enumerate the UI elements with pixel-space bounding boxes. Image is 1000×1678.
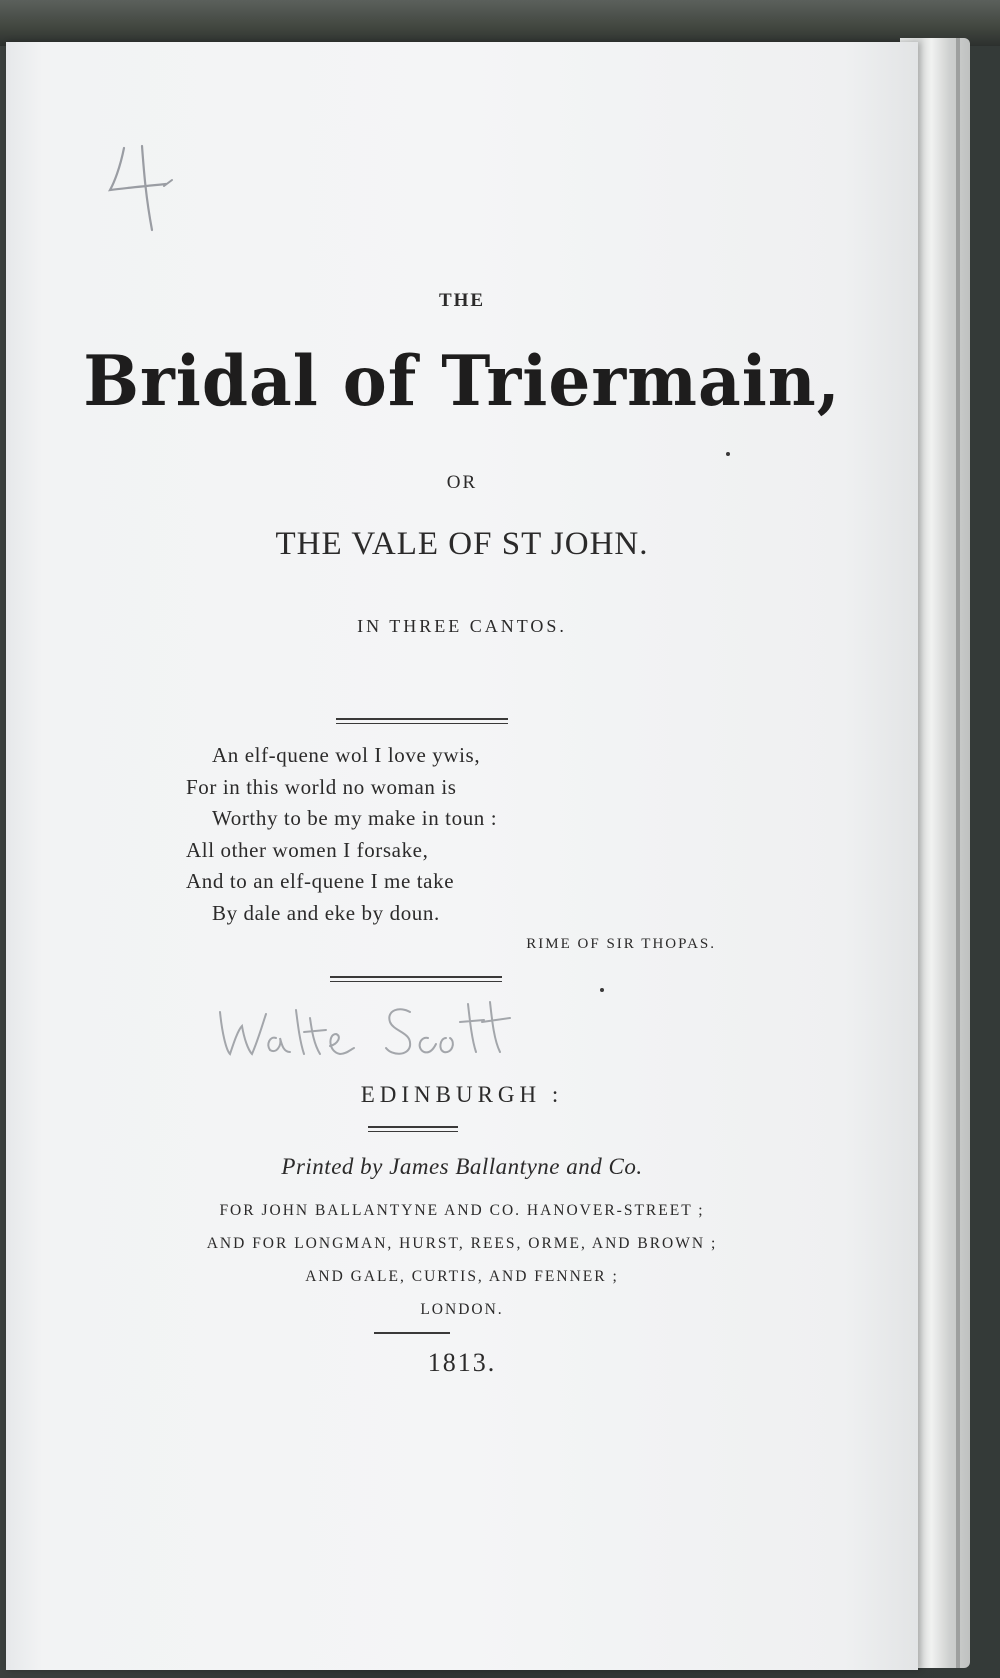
book-cover-top-edge — [0, 0, 1000, 46]
epigraph — [186, 740, 706, 929]
epigraph-line: An elf-quene wol I love ywis, — [212, 743, 481, 767]
handwritten-signature — [214, 992, 514, 1072]
rule-divider — [368, 1126, 458, 1132]
epigraph-line: Worthy to be my make in toun : — [212, 806, 498, 830]
epigraph-line: For in this world no woman is — [186, 774, 457, 799]
imprint-line: AND GALE, CURTIS, AND FENNER ; — [305, 1268, 619, 1285]
epigraph-attribution: RIME OF SIR THOPAS. — [526, 936, 716, 952]
book-subtitle: THE VALE OF ST JOHN. — [275, 526, 649, 562]
title-page — [6, 42, 918, 1670]
publication-city: EDINBURGH : — [360, 1082, 564, 1107]
epigraph-line: By dale and eke by doun. — [212, 900, 440, 925]
epigraph-line: All other women I forsake, — [186, 837, 429, 862]
alternate-title-connector: OR — [446, 472, 478, 493]
rule-divider — [330, 976, 502, 982]
rule-divider — [336, 718, 508, 724]
title-prefix: THE — [438, 290, 486, 311]
cantos-note: IN THREE CANTOS. — [357, 616, 567, 636]
ink-speck — [726, 452, 730, 456]
imprint-line: AND FOR LONGMAN, HURST, REES, ORME, AND BROWN ; — [206, 1235, 718, 1252]
publication-year: 1813. — [427, 1348, 497, 1377]
book-title: Bridal of Triermain, — [83, 340, 841, 422]
imprint — [6, 1194, 918, 1326]
ink-speck — [600, 988, 604, 992]
epigraph-line: And to an elf-quene I me take — [186, 869, 455, 893]
rule-divider — [374, 1332, 450, 1334]
imprint-line: LONDON. — [420, 1301, 504, 1318]
printer-line: Printed by James Ballantyne and Co. — [281, 1154, 643, 1179]
pencil-mark-4 — [106, 138, 186, 238]
imprint-line: FOR JOHN BALLANTYNE AND CO. HANOVER-STREET ; — [219, 1202, 705, 1219]
